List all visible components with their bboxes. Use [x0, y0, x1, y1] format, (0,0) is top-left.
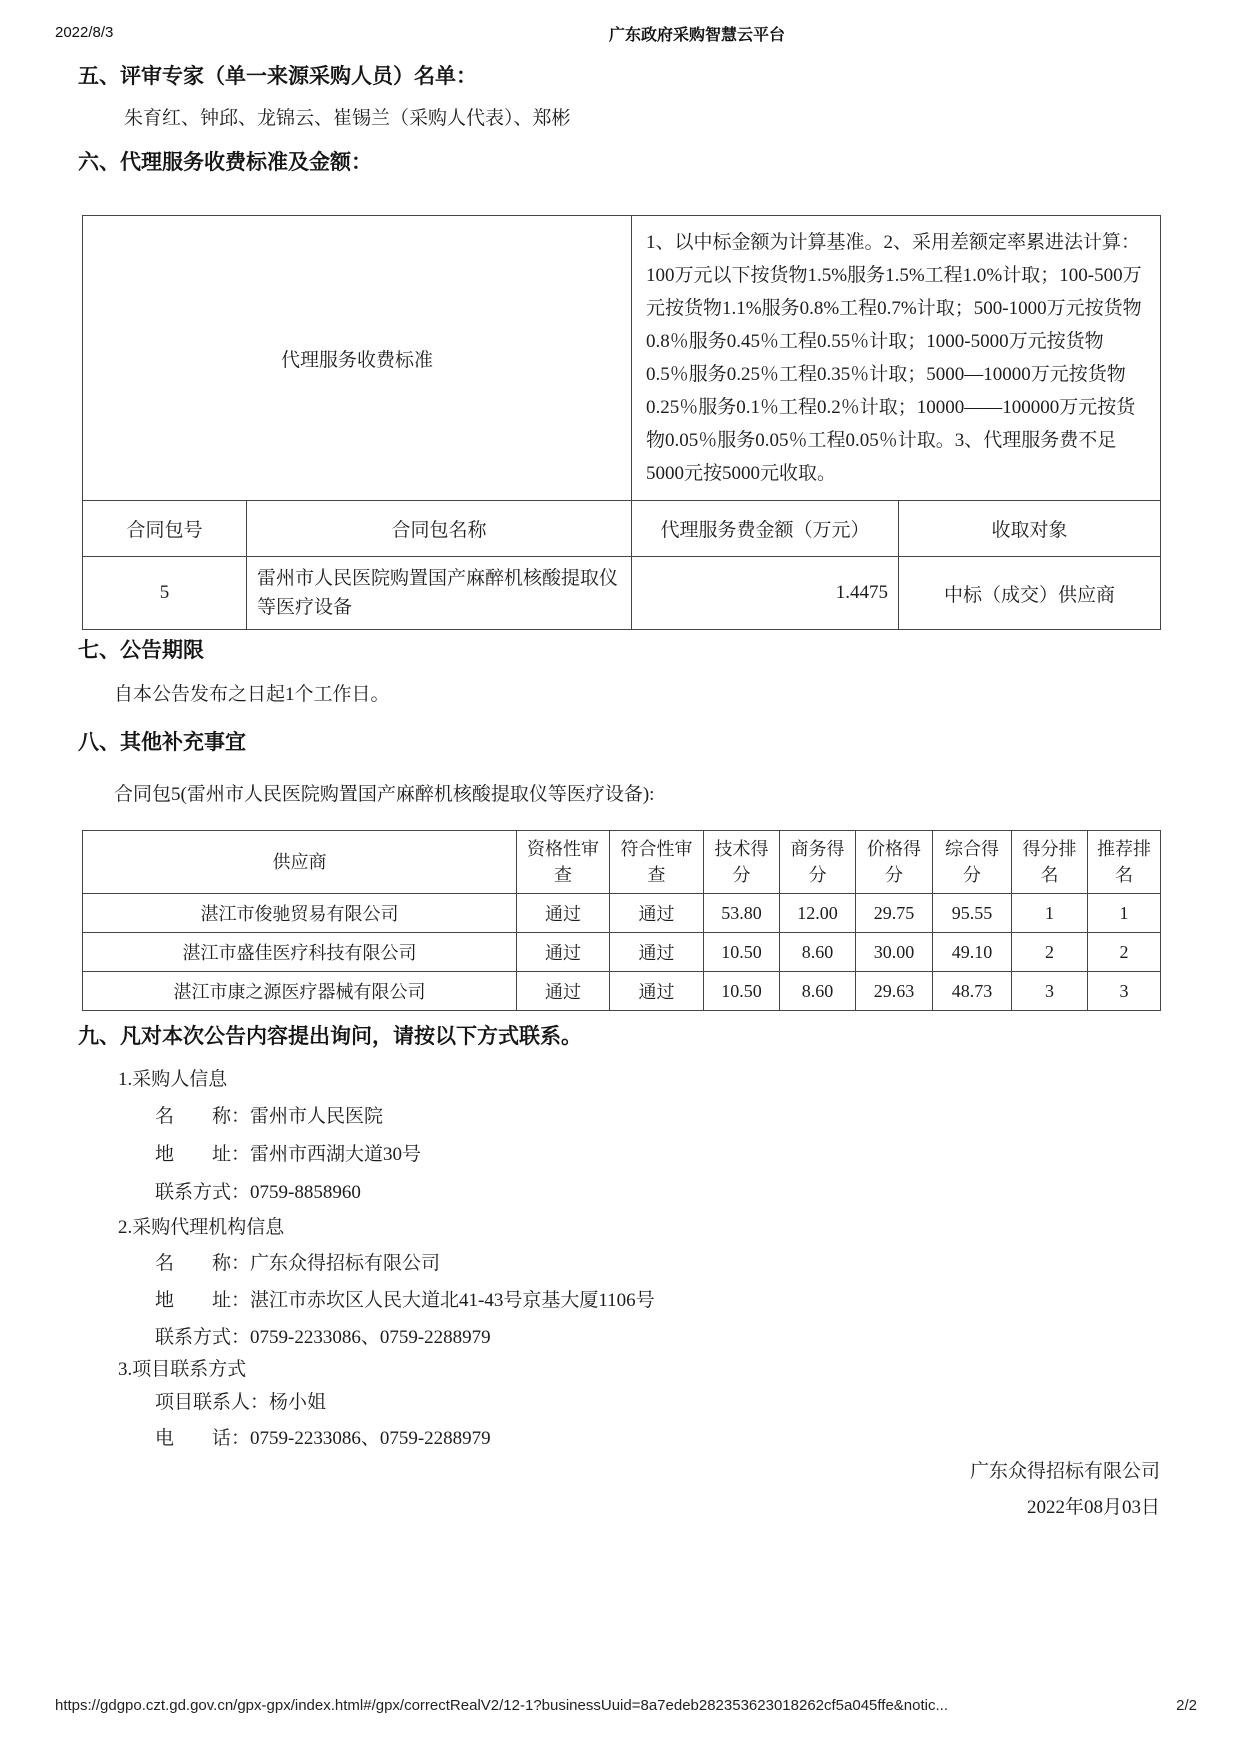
purchaser-contact-line: 联系方式：0759-8858960 [155, 1182, 361, 1203]
conformity-cell: 通过 [610, 894, 704, 933]
supplier-name-cell: 湛江市盛佳医疗科技有限公司 [83, 933, 517, 972]
fee-col-header-package-no: 合同包号 [83, 501, 247, 557]
signature-date: 2022年08月03日 [1026, 1497, 1160, 1518]
score-table-row [83, 972, 1161, 1011]
fee-col-header-payer: 收取对象 [899, 501, 1161, 557]
section-7-heading: 七、公告期限 [78, 638, 204, 662]
notice-period-text: 自本公告发布之日起1个工作日。 [114, 684, 390, 705]
section-8-heading: 八、其他补充事宜 [78, 730, 246, 754]
score-col-header-score-rank: 得分排名 [1012, 831, 1088, 894]
agency-name-line: 名 称：广东众得招标有限公司 [155, 1253, 441, 1274]
project-contact-person-line: 项目联系人：杨小姐 [155, 1392, 327, 1413]
package-number-cell: 5 [83, 557, 247, 630]
business-score-cell: 12.00 [780, 894, 856, 933]
recommend-rank-cell: 3 [1088, 972, 1161, 1011]
section-6-heading: 六、代理服务收费标准及金额： [78, 150, 372, 174]
footer-url: https://gdgpo.czt.gd.gov.cn/gpx-gpx/index.html#/gpx/correctRealV2/12-1?businessUuid=8a7edeb282353623018262cf5a045ffe&notic... [55, 1697, 948, 1714]
business-score-cell: 8.60 [780, 933, 856, 972]
fee-col-header-package-name: 合同包名称 [247, 501, 632, 557]
print-header-title: 广东政府采购智慧云平台 [608, 27, 786, 44]
agency-address-line: 地 址：湛江市赤坎区人民大道北41-43号京基大厦1106号 [155, 1290, 655, 1311]
footer-page-number: 2/2 [1176, 1697, 1197, 1714]
print-header-date: 2022/8/3 [55, 24, 114, 41]
score-col-header-qualification: 资格性审查 [517, 831, 610, 894]
section-9-heading: 九、凡对本次公告内容提出询问，请按以下方式联系。 [78, 1024, 582, 1048]
recommend-rank-cell: 1 [1088, 894, 1161, 933]
score-table-row [83, 894, 1161, 933]
fee-standard-text: 1、以中标金额为计算基准。2、采用差额定率累进法计算：100万元以下按货物1.5%服务1.5%工程1.0%计取；100-500万元按货物1.1%服务0.8%工程0.7%计取；500-1000万元按货物0.8％服务0.45％工程0.55％计取；1000-5000万元按货物0.5％服务0.25％工程0.35％计取；5000—10000万元按货物0.25％服务0.1％工程0.2％计取；10000——100000万元按货物0.05％服务0.05％工程0.05％计取。3、代理服务费不足5000元按5000元收取。 [632, 216, 1161, 501]
score-col-header-technical: 技术得分 [704, 831, 780, 894]
qualification-cell: 通过 [517, 933, 610, 972]
score-rank-cell: 1 [1012, 894, 1088, 933]
agency-contact-line: 联系方式：0759-2233086、0759-2288979 [155, 1327, 491, 1348]
supplier-score-table [82, 830, 1161, 1011]
fee-col-header-amount: 代理服务费金额（万元） [632, 501, 899, 557]
fee-standard-label: 代理服务收费标准 [83, 216, 632, 501]
score-rank-cell: 2 [1012, 933, 1088, 972]
score-col-header-conformity: 符合性审查 [610, 831, 704, 894]
price-score-cell: 29.75 [856, 894, 933, 933]
score-col-header-overall: 综合得分 [933, 831, 1012, 894]
technical-score-cell: 10.50 [704, 933, 780, 972]
signature-company: 广东众得招标有限公司 [969, 1461, 1160, 1482]
score-col-header-supplier: 供应商 [83, 831, 517, 894]
price-score-cell: 29.63 [856, 972, 933, 1011]
purchaser-name-line: 名 称：雷州市人民医院 [155, 1106, 384, 1127]
section-5-heading: 五、评审专家（单一来源采购人员）名单： [78, 64, 477, 88]
fee-amount-cell: 1.4475 [632, 557, 899, 630]
fee-payer-cell: 中标（成交）供应商 [899, 557, 1161, 630]
fee-table-data-row [83, 557, 1161, 630]
supplier-name-cell: 湛江市俊驰贸易有限公司 [83, 894, 517, 933]
fee-standard-row [83, 216, 1161, 501]
score-rank-cell: 3 [1012, 972, 1088, 1011]
experts-list: 朱育红、钟邱、龙锦云、崔锡兰（采购人代表）、郑彬 [124, 108, 571, 129]
purchaser-info-title: 1.采购人信息 [118, 1069, 228, 1090]
business-score-cell: 8.60 [780, 972, 856, 1011]
supplier-name-cell: 湛江市康之源医疗器械有限公司 [83, 972, 517, 1011]
recommend-rank-cell: 2 [1088, 933, 1161, 972]
fee-standard-table [82, 215, 1161, 630]
conformity-cell: 通过 [610, 972, 704, 1011]
purchaser-address-line: 地 址：雷州市西湖大道30号 [155, 1144, 422, 1165]
conformity-cell: 通过 [610, 933, 704, 972]
overall-score-cell: 95.55 [933, 894, 1012, 933]
technical-score-cell: 10.50 [704, 972, 780, 1011]
overall-score-cell: 49.10 [933, 933, 1012, 972]
score-col-header-recommend-rank: 推荐排名 [1088, 831, 1161, 894]
qualification-cell: 通过 [517, 894, 610, 933]
score-table-header-row [83, 831, 1161, 894]
qualification-cell: 通过 [517, 972, 610, 1011]
technical-score-cell: 53.80 [704, 894, 780, 933]
score-col-header-business: 商务得分 [780, 831, 856, 894]
package-5-line: 合同包5(雷州市人民医院购置国产麻醉机核酸提取仪等医疗设备): [114, 784, 655, 805]
overall-score-cell: 48.73 [933, 972, 1012, 1011]
agency-info-title: 2.采购代理机构信息 [118, 1217, 285, 1238]
project-contact-title: 3.项目联系方式 [118, 1359, 247, 1380]
score-table-row [83, 933, 1161, 972]
price-score-cell: 30.00 [856, 933, 933, 972]
fee-table-header-row [83, 501, 1161, 557]
project-phone-line: 电 话：0759-2233086、0759-2288979 [155, 1428, 491, 1449]
package-name-cell: 雷州市人民医院购置国产麻醉机核酸提取仪等医疗设备 [247, 557, 632, 630]
score-col-header-price: 价格得分 [856, 831, 933, 894]
